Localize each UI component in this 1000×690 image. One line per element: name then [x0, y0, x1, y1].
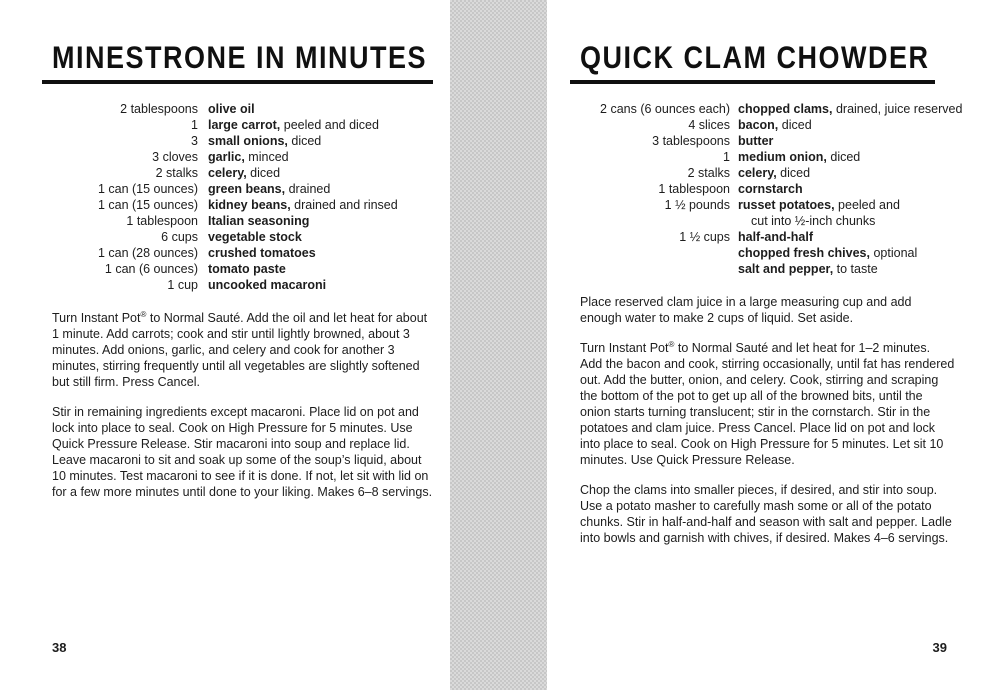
- page-number-left: 38: [52, 640, 67, 655]
- ingredient-row: [580, 229, 955, 245]
- recipe-title-left-text: MINESTRONE IN MINUTES: [52, 39, 428, 76]
- ingredient-name: bacon, diced: [738, 118, 812, 132]
- ingredient-name: cut into ½-inch chunks: [751, 214, 876, 228]
- page-left: [52, 0, 437, 690]
- ingredient-row: [52, 133, 437, 149]
- ingredient-name: large carrot, peeled and diced: [208, 118, 379, 132]
- ingredient-quantity: 2 stalks: [155, 166, 198, 180]
- ingredient-list-left: [52, 101, 437, 293]
- ingredient-name: butter: [738, 134, 774, 148]
- ingredient-quantity: [580, 213, 730, 229]
- registered-trademark-symbol: ®: [668, 339, 675, 349]
- recipe-title-left: [42, 39, 433, 84]
- ingredient-quantity: 4 slices: [688, 118, 730, 132]
- ingredient-quantity: 1 can (15 ounces): [97, 198, 198, 212]
- ingredient-quantity: [580, 245, 730, 261]
- ingredient-quantity: 1 ½ pounds: [664, 198, 730, 212]
- ingredient-name: cornstarch: [738, 182, 803, 196]
- ingredient-name: medium onion, diced: [738, 150, 861, 164]
- ingredient-name: green beans, drained: [208, 182, 331, 196]
- ingredient-name: kidney beans, drained and rinsed: [208, 198, 398, 212]
- ingredient-name: chopped clams, drained, juice reserved: [738, 102, 963, 116]
- ingredient-row: [52, 117, 437, 133]
- ingredient-row: [580, 133, 955, 149]
- ingredient-name: chopped fresh chives, optional: [738, 246, 918, 260]
- ingredient-quantity: 2 stalks: [687, 166, 730, 180]
- ingredient-row: [580, 101, 963, 117]
- ingredient-quantity: 1 tablespoon: [658, 182, 730, 196]
- ingredient-name: celery, diced: [738, 166, 811, 180]
- ingredient-row: [580, 149, 955, 165]
- ingredient-row: [52, 261, 437, 277]
- ingredient-quantity: 1 tablespoon: [126, 214, 198, 228]
- ingredient-row: [580, 213, 955, 229]
- ingredient-name: tomato paste: [208, 262, 286, 276]
- page-right: [580, 0, 963, 690]
- ingredient-name: small onions, diced: [208, 134, 322, 148]
- ingredient-name: olive oil: [208, 102, 255, 116]
- ingredient-row: [580, 261, 955, 277]
- ingredient-quantity: 1: [723, 150, 730, 164]
- ingredient-quantity: [580, 261, 730, 277]
- ingredient-name: Italian seasoning: [208, 214, 310, 228]
- book-binding-gutter: [450, 0, 547, 690]
- ingredient-quantity: 1 can (15 ounces): [97, 182, 198, 196]
- ingredient-name: celery, diced: [208, 166, 281, 180]
- ingredient-row: [52, 229, 437, 245]
- recipe-title-right-text: QUICK CLAM CHOWDER: [580, 39, 930, 76]
- ingredient-quantity: 1 can (28 ounces): [97, 246, 198, 260]
- ingredient-row: [580, 197, 955, 213]
- ingredient-name: uncooked macaroni: [208, 278, 327, 292]
- ingredient-quantity: 1: [191, 118, 198, 132]
- ingredient-name: garlic, minced: [208, 150, 289, 164]
- ingredient-quantity: 2 tablespoons: [120, 102, 198, 116]
- ingredient-quantity: 3 cloves: [152, 150, 198, 164]
- ingredient-row: [580, 165, 955, 181]
- ingredient-quantity: 3 tablespoons: [652, 134, 730, 148]
- ingredient-row: [52, 181, 437, 197]
- ingredient-quantity: 1 ½ cups: [679, 230, 730, 244]
- ingredient-name: crushed tomatoes: [208, 246, 316, 260]
- ingredient-quantity: 1 cup: [167, 278, 198, 292]
- ingredient-quantity: 2 cans (6 ounces each): [600, 102, 730, 116]
- ingredient-row: [580, 181, 955, 197]
- recipe-paragraph: Place reserved clam juice in a large measuring cup and add enough water to make 2 cups of liquid. Set aside.: [580, 295, 912, 325]
- recipe-title-right: [570, 39, 935, 84]
- recipe-body-right: [580, 294, 955, 546]
- recipe-paragraph: Stir in remaining ingredients except macaroni. Place lid on pot and lock into place to seal. Cook on High Pressure for 5 minutes. Use Quick Pressure Release. Stir macaroni into soup and replace lid. Leave macaroni to sit and soak up some of the soup’s liquid, about 10 minutes. Test macaroni to see if it is done. If not, let sit with lid on for a few more minutes until done to your liking. Makes 6–8 servings.: [52, 405, 433, 499]
- ingredient-row: [580, 117, 955, 133]
- registered-trademark-symbol: ®: [140, 309, 147, 319]
- ingredient-name: salt and pepper, to taste: [738, 262, 878, 276]
- ingredient-name: russet potatoes, peeled and: [738, 198, 900, 212]
- recipe-paragraph: Chop the clams into smaller pieces, if desired, and stir into soup. Use a potato masher to carefully mash some or all of the potato chunks. Stir in half-and-half and season with salt and pepper. Ladle into bowls and garnish with chives, if desired. Makes 4–6 servings.: [580, 483, 952, 545]
- recipe-paragraph: Turn Instant Pot® to Normal Sauté and let heat for 1–2 minutes. Add the bacon and cook, stirring occasionally, until fat has rendered out. Add the butter, onion, and celery. Cook, stirring and scraping the bottom of the pot to get up all of the browned bits, until the onion starts turning translucent; stir in the cornstarch. Stir in the potatoes and clam juice. Press Cancel. Place lid on pot and lock into place to seal. Cook on High Pressure for 5 minutes. Let sit 10 minutes. Use Quick Pressure Release.: [580, 339, 955, 467]
- recipe-paragraph: Turn Instant Pot® to Normal Sauté. Add the oil and let heat for about 1 minute. Add carrots; cook and stir until lightly browned, about 3 minutes. Add onions, garlic, and celery and cook for another 3 minutes, stirring frequently until all vegetables are slightly softened but still firm. Press Cancel.: [52, 309, 428, 389]
- ingredient-row: [52, 149, 437, 165]
- recipe-body-left: [52, 310, 437, 500]
- ingredient-quantity: 1 can (6 ounces): [104, 262, 198, 276]
- ingredient-row: [52, 245, 437, 261]
- ingredient-row: [52, 101, 437, 117]
- ingredient-quantity: 3: [191, 134, 198, 148]
- ingredient-name: vegetable stock: [208, 230, 302, 244]
- page-number-right: 39: [932, 640, 947, 655]
- ingredient-list-right: [580, 101, 963, 277]
- ingredient-quantity: 6 cups: [161, 230, 198, 244]
- ingredient-row: [580, 245, 955, 261]
- ingredient-row: [52, 213, 437, 229]
- ingredient-row: [52, 165, 437, 181]
- ingredient-name: half-and-half: [738, 230, 813, 244]
- ingredient-row: [52, 197, 437, 213]
- ingredient-row: [52, 277, 437, 293]
